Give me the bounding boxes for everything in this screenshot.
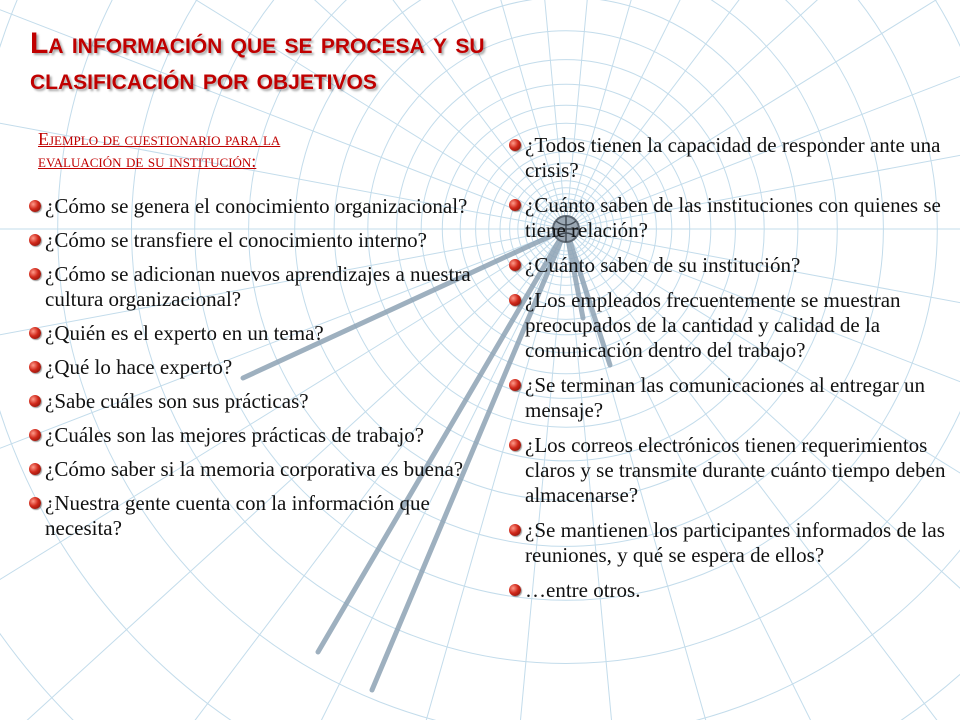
bullet-icon xyxy=(29,395,41,407)
list-item xyxy=(508,288,958,363)
question-text: ¿Cuánto saben de su institución? xyxy=(525,253,801,277)
list-item xyxy=(508,253,958,278)
list-item xyxy=(508,133,958,183)
subtitle xyxy=(38,128,508,172)
question-text: …entre otros. xyxy=(525,578,641,602)
question-text: ¿Cuánto saben de las instituciones con quienes se tiene relación? xyxy=(525,193,941,242)
list-item xyxy=(508,193,958,243)
list-item xyxy=(28,355,498,380)
list-item xyxy=(28,194,498,219)
question-text: ¿Cómo se transfiere el conocimiento interno? xyxy=(45,228,427,252)
question-text: ¿Cómo saber si la memoria corporativa es buena? xyxy=(45,457,464,481)
question-text: ¿Qué lo hace experto? xyxy=(45,355,233,379)
bullet-icon xyxy=(29,234,41,246)
list-item xyxy=(28,389,498,414)
question-text: ¿Los empleados frecuentemente se muestran preocupados de la cantidad y calidad de la comunicación dentro del trabajo? xyxy=(525,288,901,362)
left-question-list xyxy=(28,194,498,550)
list-item xyxy=(508,518,958,568)
question-text: ¿Nuestra gente cuenta con la información que necesita? xyxy=(45,491,430,540)
question-text: ¿Todos tienen la capacidad de responder ante una crisis? xyxy=(525,133,941,182)
bullet-icon xyxy=(29,268,41,280)
question-text: ¿Se terminan las comunicaciones al entregar un mensaje? xyxy=(525,373,926,422)
question-text: ¿Sabe cuáles son sus prácticas? xyxy=(45,389,309,413)
bullet-icon xyxy=(509,199,521,211)
bullet-icon xyxy=(509,439,521,451)
list-item xyxy=(28,262,498,312)
bullet-icon xyxy=(509,259,521,271)
question-text: ¿Se mantienen los participantes informados de las reuniones, y qué se espera de ellos? xyxy=(525,518,945,567)
bullet-icon xyxy=(29,327,41,339)
question-text: ¿Quién es el experto en un tema? xyxy=(45,321,324,345)
bullet-icon xyxy=(29,200,41,212)
right-question-list xyxy=(508,133,958,613)
subtitle-line-1: Ejemplo de cuestionario para la xyxy=(38,129,281,149)
bullet-icon xyxy=(29,497,41,509)
title-line-2: clasificación por objetivos xyxy=(30,63,377,96)
title-line-1: La información que se procesa y su xyxy=(30,27,485,60)
question-text: ¿Cuáles son las mejores prácticas de trabajo? xyxy=(45,423,425,447)
bullet-icon xyxy=(509,379,521,391)
bullet-icon xyxy=(509,524,521,536)
list-item xyxy=(28,491,498,541)
list-item xyxy=(508,578,958,603)
page-title xyxy=(30,26,930,98)
subtitle-line-2: evaluación de su institución: xyxy=(38,151,257,171)
list-item xyxy=(28,457,498,482)
bullet-icon xyxy=(29,429,41,441)
list-item xyxy=(508,373,958,423)
question-text: ¿Los correos electrónicos tienen requerimientos claros y se transmite durante cuánto tiempo deben almacenarse? xyxy=(525,433,946,507)
question-text: ¿Cómo se adicionan nuevos aprendizajes a nuestra cultura organizacional? xyxy=(45,262,471,311)
bullet-icon xyxy=(29,361,41,373)
question-text: ¿Cómo se genera el conocimiento organizacional? xyxy=(45,194,468,218)
list-item xyxy=(28,228,498,253)
list-item xyxy=(28,423,498,448)
list-item xyxy=(28,321,498,346)
bullet-icon xyxy=(509,139,521,151)
bullet-icon xyxy=(509,584,521,596)
list-item xyxy=(508,433,958,508)
bullet-icon xyxy=(509,294,521,306)
bullet-icon xyxy=(29,463,41,475)
